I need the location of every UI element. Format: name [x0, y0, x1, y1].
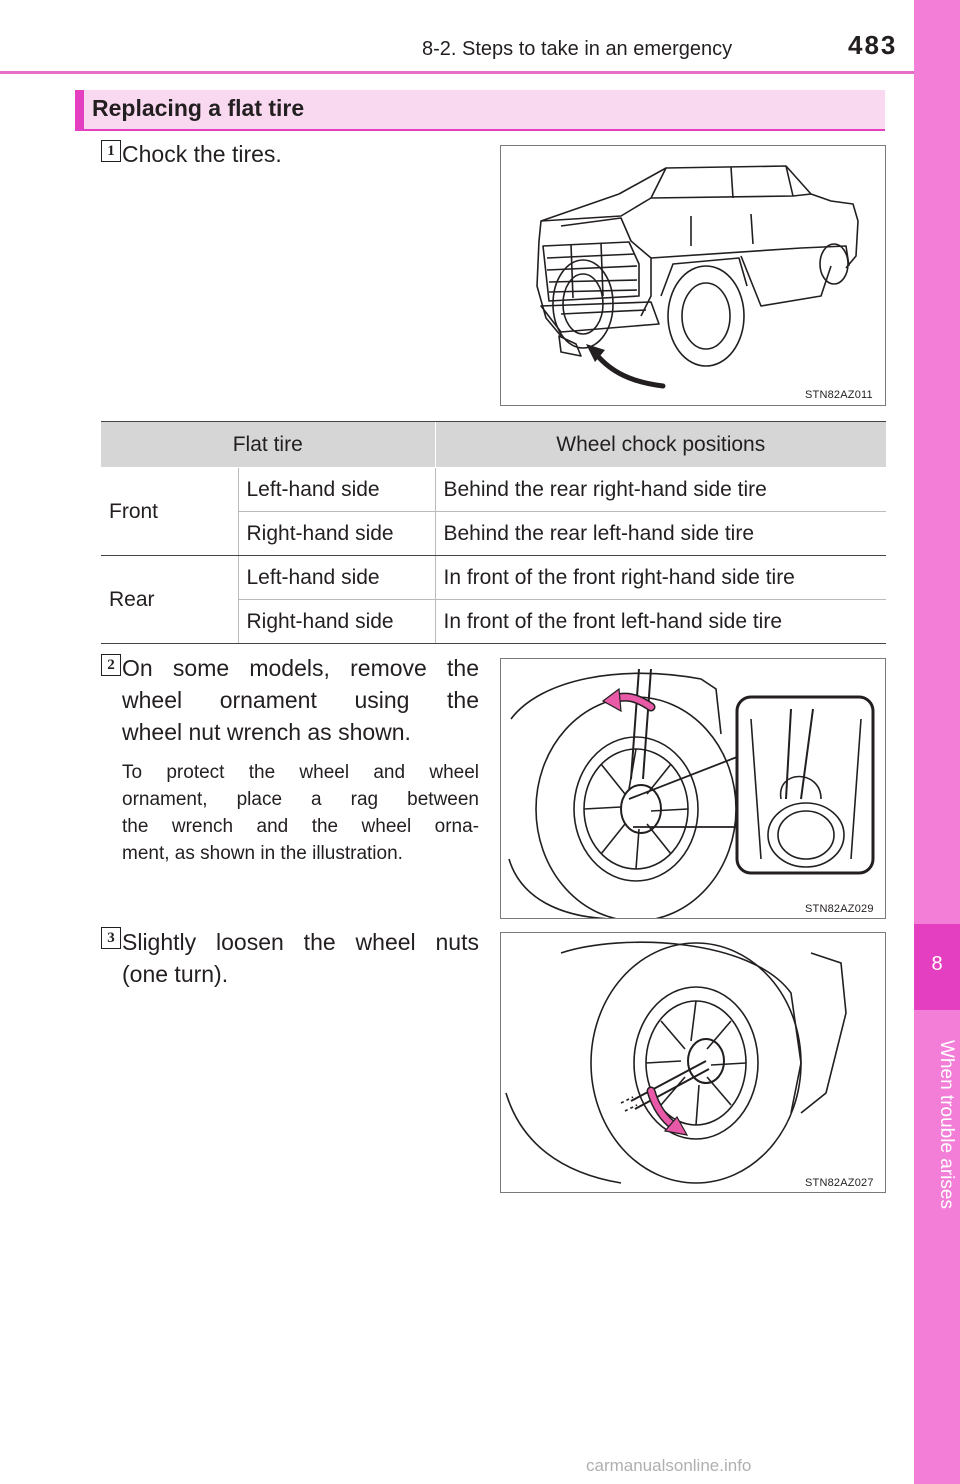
- step-2-text: [122, 652, 479, 748]
- step-3-line: Slightly loosen the wheel nuts: [122, 929, 479, 955]
- chapter-number: 8: [931, 953, 943, 975]
- illustration-code-2: STN82AZ029: [805, 903, 874, 915]
- table-header-flat-tire: Flat tire: [101, 422, 435, 468]
- truck-drawing: [501, 146, 886, 406]
- step-2-note-line: the wrench and the wheel orna-: [122, 816, 479, 837]
- loosen-nuts-illustration: [500, 932, 886, 1193]
- table-cell-side: Left-hand side: [238, 468, 435, 512]
- table-group-front: Front: [101, 468, 238, 556]
- step-2-note: [122, 759, 479, 867]
- table-cell-position: Behind the rear left-hand side tire: [435, 512, 886, 556]
- step-2-note-line: ornament, place a rag between: [122, 789, 479, 810]
- section-title: Replacing a flat tire: [92, 95, 305, 121]
- step-number-2: 2: [101, 654, 121, 676]
- wheel-ornament-drawing: [501, 659, 886, 919]
- truck-chock-illustration: [500, 145, 886, 406]
- wheel-chock-table: [101, 421, 886, 644]
- step-number-1: 1: [101, 140, 121, 162]
- table-cell-position: Behind the rear right-hand side tire: [435, 468, 886, 512]
- chapter-title: When trouble arises: [936, 1040, 957, 1209]
- table-header-row: [101, 422, 886, 468]
- loosen-nuts-drawing: [501, 933, 886, 1193]
- chapter-side-tab: [914, 0, 960, 1484]
- section-title-underline: [75, 129, 885, 131]
- step-3-line: (one turn).: [122, 961, 229, 987]
- step-2-note-line: To protect the wheel and wheel: [122, 762, 479, 783]
- step-2-line: wheel ornament using the: [122, 687, 479, 713]
- table-group-rear: Rear: [101, 556, 238, 644]
- header-rule: [0, 71, 914, 74]
- step-number-3: 3: [101, 927, 121, 949]
- step-3-text: [122, 926, 479, 990]
- table-row: [101, 556, 886, 600]
- page-number: 483: [848, 30, 898, 60]
- wheel-ornament-illustration: [500, 658, 886, 919]
- step-1-text: Chock the tires.: [122, 141, 282, 167]
- step-2-line: On some models, remove the: [122, 655, 479, 681]
- watermark: carmanualsonline.info: [586, 1456, 752, 1475]
- table-cell-side: Right-hand side: [238, 600, 435, 644]
- step-2-note-line: ment, as shown in the illustration.: [122, 843, 403, 864]
- table-cell-position: In front of the front right-hand side tire: [435, 556, 886, 600]
- illustration-code-3: STN82AZ027: [805, 1177, 874, 1189]
- illustration-code-1: STN82AZ011: [805, 389, 873, 401]
- table-cell-side: Right-hand side: [238, 512, 435, 556]
- table-cell-position: In front of the front left-hand side tire: [435, 600, 886, 644]
- step-2-line: wheel nut wrench as shown.: [122, 719, 411, 745]
- table-header-chock-positions: Wheel chock positions: [435, 422, 886, 468]
- section-reference: 8-2. Steps to take in an emergency: [422, 38, 733, 60]
- table-cell-side: Left-hand side: [238, 556, 435, 600]
- table-row: [101, 468, 886, 512]
